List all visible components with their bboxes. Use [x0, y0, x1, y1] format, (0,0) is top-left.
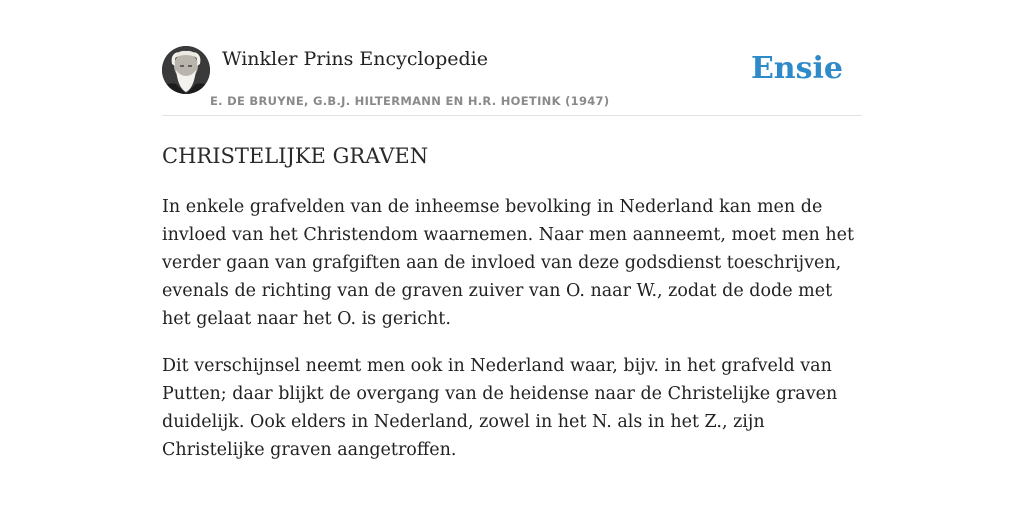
brand-logo-link[interactable]: Ensie [750, 51, 843, 86]
entry-title: CHRISTELIJKE GRAVEN [162, 144, 429, 168]
article-paragraph-1: In enkele grafvelden van de inheemse bevolking in Nederland kan men de invloed van het Christendom waarnemen. Naar men aanneemt, moet men het verder gaan van grafgiften aan de invloed van deze godsdienst toeschrijven, evenals de richting van de graven zuiver van O. naar W., zodat de dode met het gelaat naar het O. is gericht. [162, 197, 855, 329]
authors-line: E. DE BRUYNE, G.B.J. HILTERMANN EN H.R. HOETINK (1947) [210, 94, 610, 108]
page-container [162, 46, 862, 464]
book-title: Winkler Prins Encyclopedie [222, 48, 488, 70]
article-paragraph-2: Dit verschijnsel neemt men ook in Nederland waar, bijv. in het grafveld van Putten; daar blijkt de overgang van de heidense naar de Christelijke graven duidelijk. Ook elders in Nederland, zowel in het N. als in het Z., zijn Christelijke graven aangetroffen. [162, 356, 838, 460]
author-portrait-avatar [162, 46, 210, 94]
header [162, 46, 862, 116]
